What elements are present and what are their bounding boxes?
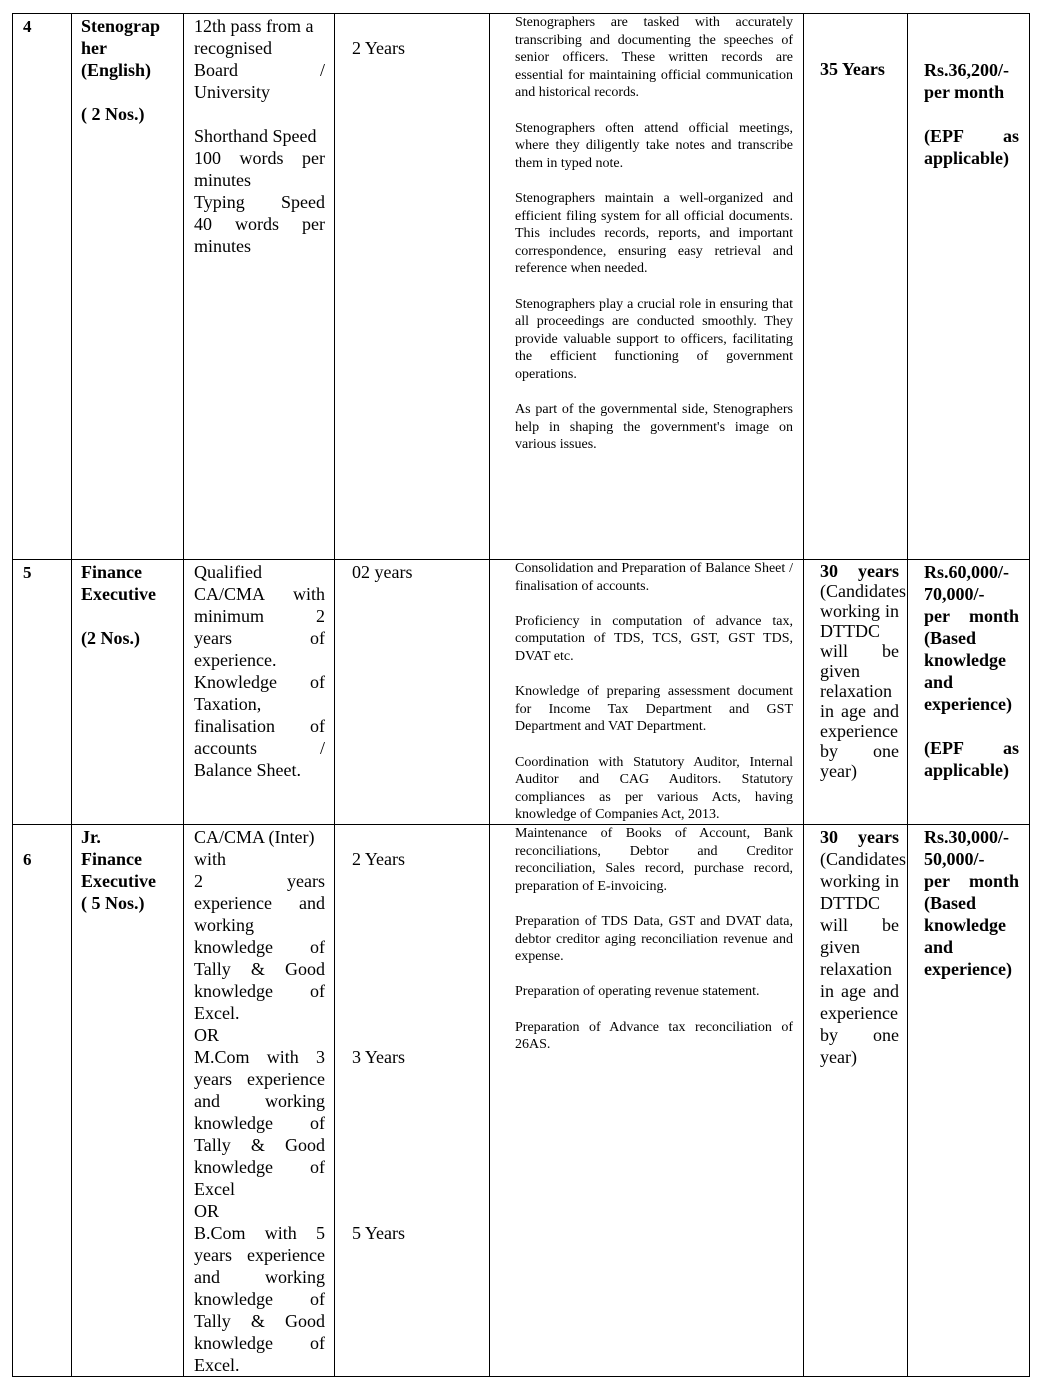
age-value: 30 years bbox=[820, 827, 899, 847]
qualification-line: Excel bbox=[194, 1179, 235, 1199]
pay-line: Rs.60,000/- bbox=[924, 562, 1009, 582]
post-line: Jr. bbox=[81, 827, 101, 847]
pay-line: Rs.36,200/- bbox=[924, 60, 1009, 80]
age-limit bbox=[804, 14, 908, 560]
qualification-line: Shorthand Speed bbox=[194, 126, 317, 146]
qualification bbox=[184, 825, 335, 1377]
responsibility-paragraph: Stenographers often attend official meetings, where they diligently take notes and transcribe them in typed note. bbox=[515, 120, 793, 171]
responsibility-paragraph: Preparation of operating revenue statement. bbox=[515, 984, 760, 1000]
responsibility-paragraph: Knowledge of preparing assessment document for Income Tax Department and GST Department and VAT Department. bbox=[515, 684, 793, 735]
pay-line: knowledge bbox=[924, 650, 1007, 670]
qualification-line: minutes bbox=[194, 236, 251, 256]
pay-line: 70,000/- bbox=[924, 584, 985, 604]
post-line: Stenograp bbox=[81, 16, 161, 36]
qualification-line: and working bbox=[194, 1091, 325, 1111]
pay-line: and bbox=[924, 672, 954, 692]
qualification-line: OR bbox=[194, 1025, 220, 1045]
pay-scale bbox=[908, 825, 1030, 1377]
responsibility-paragraph: Stenographers are tasked with accurately transcribing and documenting the speeches of senior officers. These written records are essential for maintaining official communication and historical records. bbox=[515, 15, 793, 101]
qualification-line: years of bbox=[194, 628, 325, 648]
qualification-line: Knowledge of bbox=[194, 672, 325, 692]
experience-value: 2 Years bbox=[352, 38, 406, 58]
qualification-line: knowledge of bbox=[194, 1333, 325, 1353]
pay-line: per month bbox=[924, 82, 1005, 102]
qualification-line: OR bbox=[194, 1201, 220, 1221]
age-note: (Candidates working in DTTDC will be given relaxation in age and experience by one year) bbox=[820, 581, 906, 781]
qualification-line: Typing Speed bbox=[194, 192, 325, 212]
experience-value: 2 Years bbox=[352, 849, 406, 869]
qualification-line: working bbox=[194, 915, 254, 935]
pay-line: experience) bbox=[924, 959, 1012, 979]
qualification-line: Tally & Good bbox=[194, 1311, 325, 1331]
responsibility-paragraph: Preparation of TDS Data, GST and DVAT data, debtor creditor aging reconciliation revenue and expense. bbox=[515, 913, 793, 965]
post-line: her bbox=[81, 38, 107, 58]
qualification-line: with bbox=[194, 849, 227, 869]
pay-note: (EPF as applicable) bbox=[924, 126, 1019, 168]
qualification-line: minimum 2 bbox=[194, 606, 325, 626]
qualification-line: 40 words per bbox=[194, 214, 325, 234]
pay-line: and bbox=[924, 937, 954, 957]
post-line: Executive bbox=[81, 871, 156, 891]
qualification-line: Balance Sheet. bbox=[194, 760, 301, 780]
responsibility-paragraph: Consolidation and Preparation of Balance Sheet / finalisation of accounts. bbox=[515, 561, 793, 594]
responsibility-paragraph: Coordination with Statutory Auditor, Internal Auditor and CAG Auditors. Statutory compliances as per various Acts, having knowledge of Companies Act, 2013. bbox=[515, 754, 793, 823]
pay-line: knowledge bbox=[924, 915, 1007, 935]
qualification-line: years experience bbox=[194, 1069, 325, 1089]
responsibility-paragraph: Proficiency in computation of advance tax, computation of TDS, TCS, GST, GST TDS, DVAT etc. bbox=[515, 613, 793, 664]
qualification-line: years experience bbox=[194, 1245, 325, 1265]
responsibility-paragraph: Stenographers play a crucial role in ensuring that all proceedings are conducted smoothly. They provide valuable support to officers, facilitating the efficient functioning of government operations. bbox=[515, 296, 793, 382]
qualification-line: Excel. bbox=[194, 1355, 240, 1375]
post-name bbox=[72, 14, 184, 560]
pay-line: per month bbox=[924, 871, 1019, 891]
post-line: (English) bbox=[81, 60, 152, 80]
serial-number: 5 bbox=[13, 560, 72, 825]
qualification-line: knowledge of bbox=[194, 1157, 325, 1177]
responsibility-paragraph: Preparation of Advance tax reconciliation of 26AS. bbox=[515, 1019, 793, 1053]
experience-value: 02 years bbox=[352, 562, 413, 582]
qualification-line: Tally & Good bbox=[194, 1135, 325, 1155]
responsibilities bbox=[490, 825, 804, 1377]
recruitment-table bbox=[12, 13, 1030, 1377]
responsibilities bbox=[490, 560, 804, 825]
age-limit bbox=[804, 560, 908, 825]
experience bbox=[335, 14, 490, 560]
post-count: ( 2 Nos.) bbox=[81, 104, 145, 124]
serial-number-value: 6 bbox=[23, 850, 32, 869]
experience-value: 3 Years bbox=[352, 1047, 406, 1067]
pay-line: Rs.30,000/- bbox=[924, 827, 1009, 847]
post-name bbox=[72, 825, 184, 1377]
age-value: 30 years bbox=[820, 561, 899, 581]
responsibility-paragraph: Maintenance of Books of Account, Bank reconciliations, Debtor and Creditor reconciliation, Sales record, purchase record, preparation of E-invoicing. bbox=[515, 826, 793, 894]
pay-line: (Based bbox=[924, 893, 977, 913]
qualification-line: knowledge of bbox=[194, 937, 325, 957]
pay-scale bbox=[908, 14, 1030, 560]
qualification-line: knowledge of bbox=[194, 981, 325, 1001]
pay-scale bbox=[908, 560, 1030, 825]
qualification-line: CA/CMA with bbox=[194, 584, 325, 604]
qualification-line: M.Com with 3 bbox=[194, 1047, 325, 1067]
pay-line: (Based bbox=[924, 628, 977, 648]
qualification-line: University bbox=[194, 82, 270, 102]
age-value: 35 Years bbox=[820, 59, 885, 79]
qualification-line: minutes bbox=[194, 170, 251, 190]
post-line: Finance bbox=[81, 849, 142, 869]
qualification-line: Board / bbox=[194, 60, 325, 80]
serial-number bbox=[13, 825, 72, 1377]
experience bbox=[335, 560, 490, 825]
table-row bbox=[13, 14, 1030, 560]
qualification-line: Qualified bbox=[194, 562, 262, 582]
qualification-line: B.Com with 5 bbox=[194, 1223, 325, 1243]
post-count: (2 Nos.) bbox=[81, 628, 140, 648]
post-line: Finance bbox=[81, 562, 142, 582]
qualification bbox=[184, 560, 335, 825]
post-line: Executive bbox=[81, 584, 156, 604]
responsibility-paragraph: As part of the governmental side, Stenographers help in shaping the government's image on various issues. bbox=[515, 402, 793, 453]
pay-line: experience) bbox=[924, 694, 1012, 714]
pay-note: (EPF as applicable) bbox=[924, 738, 1019, 780]
qualification-line: Tally & Good bbox=[194, 959, 325, 979]
qualification-line: Taxation, bbox=[194, 694, 262, 714]
responsibilities bbox=[490, 14, 804, 560]
post-line: ( 5 Nos.) bbox=[81, 893, 145, 913]
qualification-line bbox=[194, 103, 325, 125]
qualification bbox=[184, 14, 335, 560]
table-row bbox=[13, 560, 1030, 825]
qualification-line: recognised bbox=[194, 38, 272, 58]
pay-line: 50,000/- bbox=[924, 849, 985, 869]
qualification-line: knowledge of bbox=[194, 1113, 325, 1133]
qualification-line: experience and bbox=[194, 893, 325, 913]
pay-line: per month bbox=[924, 606, 1019, 626]
age-limit bbox=[804, 825, 908, 1377]
qualification-line: 12th pass from a bbox=[194, 16, 314, 36]
serial-number: 4 bbox=[13, 14, 72, 560]
qualification-line: experience. bbox=[194, 650, 277, 670]
qualification-line: finalisation of bbox=[194, 716, 325, 736]
qualification-line: 100 words per bbox=[194, 148, 325, 168]
qualification-line: and working bbox=[194, 1267, 325, 1287]
table-row bbox=[13, 825, 1030, 1377]
post-name bbox=[72, 560, 184, 825]
qualification-line: 2 years bbox=[194, 871, 325, 891]
responsibility-paragraph: Stenographers maintain a well-organized and efficient filing system for all official documents. This includes records, reports, and important correspondence, ensuring easy retrieval and reference when needed. bbox=[515, 190, 793, 277]
age-note: (Candidates working in DTTDC will be given relaxation in age and experience by one year) bbox=[820, 849, 906, 1067]
qualification-line: accounts / bbox=[194, 738, 325, 758]
qualification-line: CA/CMA (Inter) bbox=[194, 827, 315, 847]
experience-value: 5 Years bbox=[352, 1223, 406, 1243]
qualification-line: Excel. bbox=[194, 1003, 240, 1023]
qualification-line: knowledge of bbox=[194, 1289, 325, 1309]
experience bbox=[335, 825, 490, 1377]
